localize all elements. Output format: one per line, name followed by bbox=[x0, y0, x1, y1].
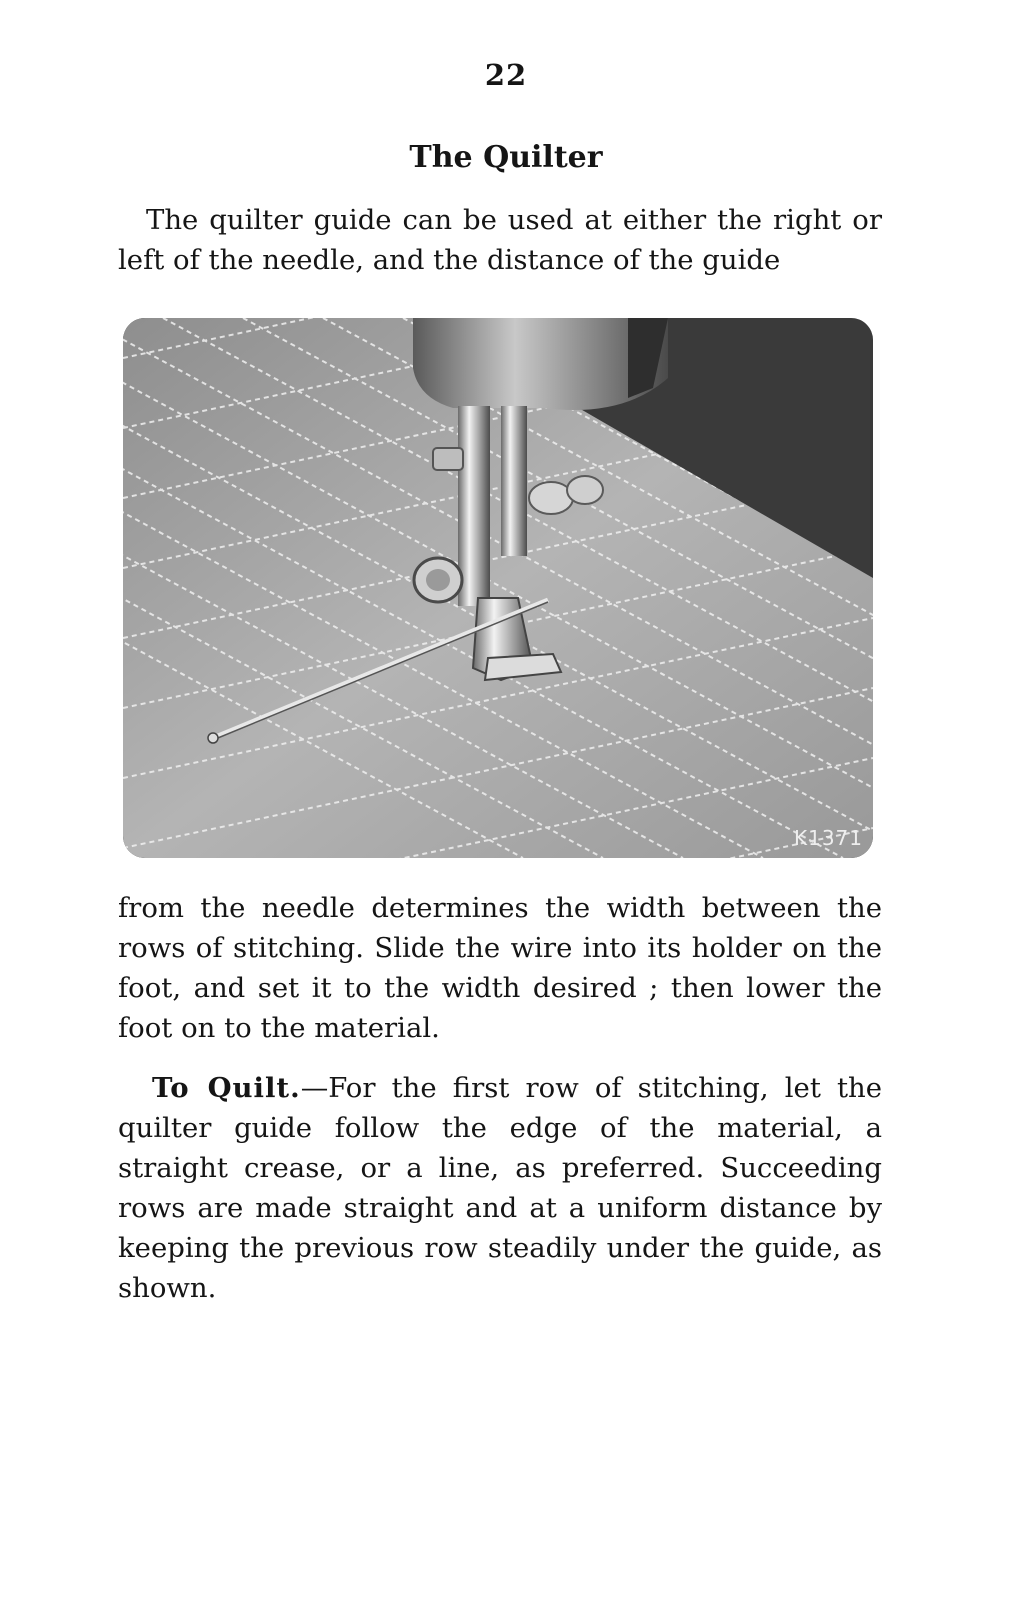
continuation-paragraph: from the needle determines the width between the rows of stitching. Slide the wire into its holder on the foot, and set it to the width desired ; then lower the foot on to the material. bbox=[118, 892, 882, 1044]
quilter-figure bbox=[123, 318, 873, 858]
section-title: The Quilter bbox=[409, 140, 603, 175]
to-quilt-text: —For the first row of stitching, let the quilter guide follow the edge of the material, a straight crease, or a line, as preferred. Succeeding rows are made straight and at a uniform distance by keeping the previous row steadily under the guide, as shown. bbox=[118, 1072, 883, 1304]
page-number: 22 bbox=[484, 58, 528, 92]
to-quilt-heading: To Quilt. bbox=[152, 1072, 301, 1104]
figure-code: K1371 bbox=[793, 826, 863, 850]
quilter-photo-icon bbox=[123, 318, 873, 858]
to-quilt-paragraph bbox=[118, 1068, 882, 1308]
intro-paragraph: The quilter guide can be used at either the right or left of the needle, and the distance of the guide bbox=[118, 204, 882, 276]
